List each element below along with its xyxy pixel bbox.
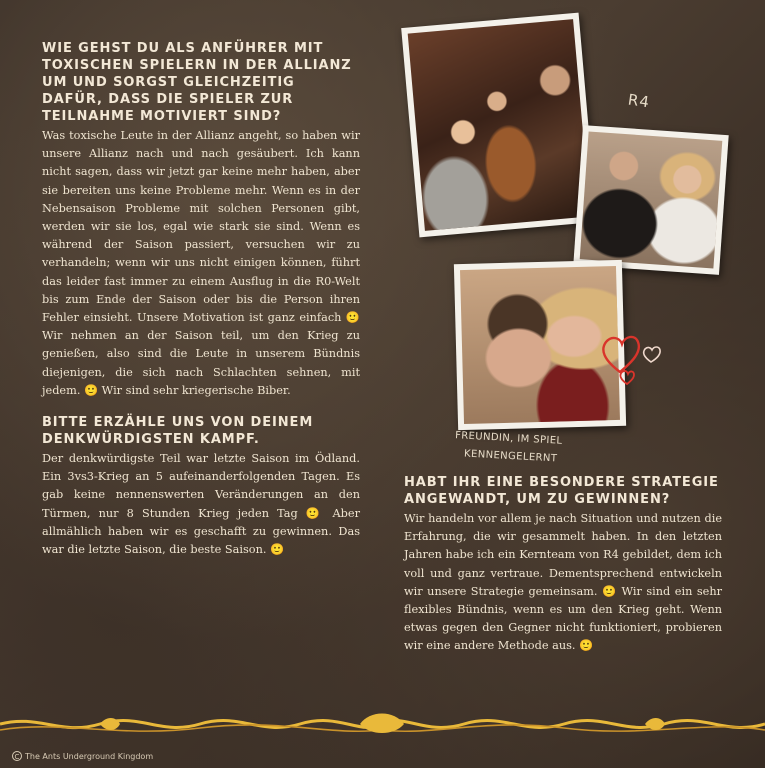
photo-r4-couple (573, 125, 728, 275)
footer-text: The Ants Underground Kingdom (25, 751, 154, 761)
answer-toxic-players: Was toxische Leute in der Allianz angeht, so haben wir unsere Allianz nach und nach gesäubert. Ich kann nicht sagen, dass wir jetzt gar keine mehr haben, aber sie bereiten uns keine Probleme mehr. Wenn es in der Nebensaison Probleme mit solchen Personen gibt, werden wir sie los, egal wie stark sie sind. Wenn es während der Saison passiert, versuchen wir zu verhandeln; wenn wir uns nicht einigen können, führt das leider fast immer zu einem Ausflug in die R0-Welt bis zum Ende der Saison oder bis die Person ihren Fehler einsieht. Unsere Motivation ist ganz einfach 🙂 Wir nehmen an der Saison teil, um den Krieg zu genießen, also sind die Leute in unserem Bündnis diejenigen, die sich nach Schlachten sehnen, mit jedem. 🙂 Wir sind sehr kriegerische Biber. (42, 129, 360, 397)
question-memorable-battle-heading: BITTE ERZÄHLE UNS VON DEINEM DENKWÜRDIGSTEN KAMPF. (42, 415, 314, 448)
photo-caption-line2: KENNENGELERNT (463, 448, 558, 465)
question-toxic-players-heading: WIE GEHST DU ALS ANFÜHRER MIT TOXISCHEN SPIELERN IN DER ALLIANZ UM UND SORGST GLEICHZEITIG DAFÜR, DASS DIE SPIELER ZUR TEILNAHME MOTIVIERT SIND? (42, 41, 352, 124)
photo-group-at-table (401, 13, 597, 238)
question-strategy-heading: HABT IHR EINE BESONDERE STRATEGIE ANGEWANDT, UM ZU GEWINNEN? (404, 475, 719, 507)
copyright-icon: C (12, 751, 22, 761)
photo-caption-line1: FREUNDIN, IM SPIEL (454, 430, 563, 447)
hearts-icon (598, 328, 668, 388)
left-column (42, 40, 360, 559)
answer-memorable-battle: Der denkwürdigste Teil war letzte Saison im Ödland. Ein 3vs3-Krieg an 5 aufeinanderfolgenden Tagen. Es gab keine nennenswerten Veränderungen an den Türmen, nur 8 Stunden Krieg jeden Tag 🙂 Aber allmählich haben wir es geschafft zu gewinnen. Das war die letzte Saison, die beste Saison. 🙂 (42, 452, 360, 557)
answer-strategy: Wir handeln vor allem je nach Situation und nutzen die Erfahrung, die wir gesammelt haben. In den letzten Jahren habe ich ein Kernteam von R4 gebildet, dem ich voll und ganz vertraue. Dementsprechend entwickeln wir unsere Strategie gemeinsam. 🙂 Wir sind ein sehr flexibles Bündnis, wenn es um den Krieg geht. Wenn etwas gegen den Gegner nicht funktioniert, probieren wir eine andere Methode aus. 🙂 (404, 512, 722, 653)
r4-label: R4 (626, 90, 652, 112)
footer (12, 751, 153, 761)
right-column (404, 474, 722, 656)
ornamental-border (0, 706, 765, 742)
